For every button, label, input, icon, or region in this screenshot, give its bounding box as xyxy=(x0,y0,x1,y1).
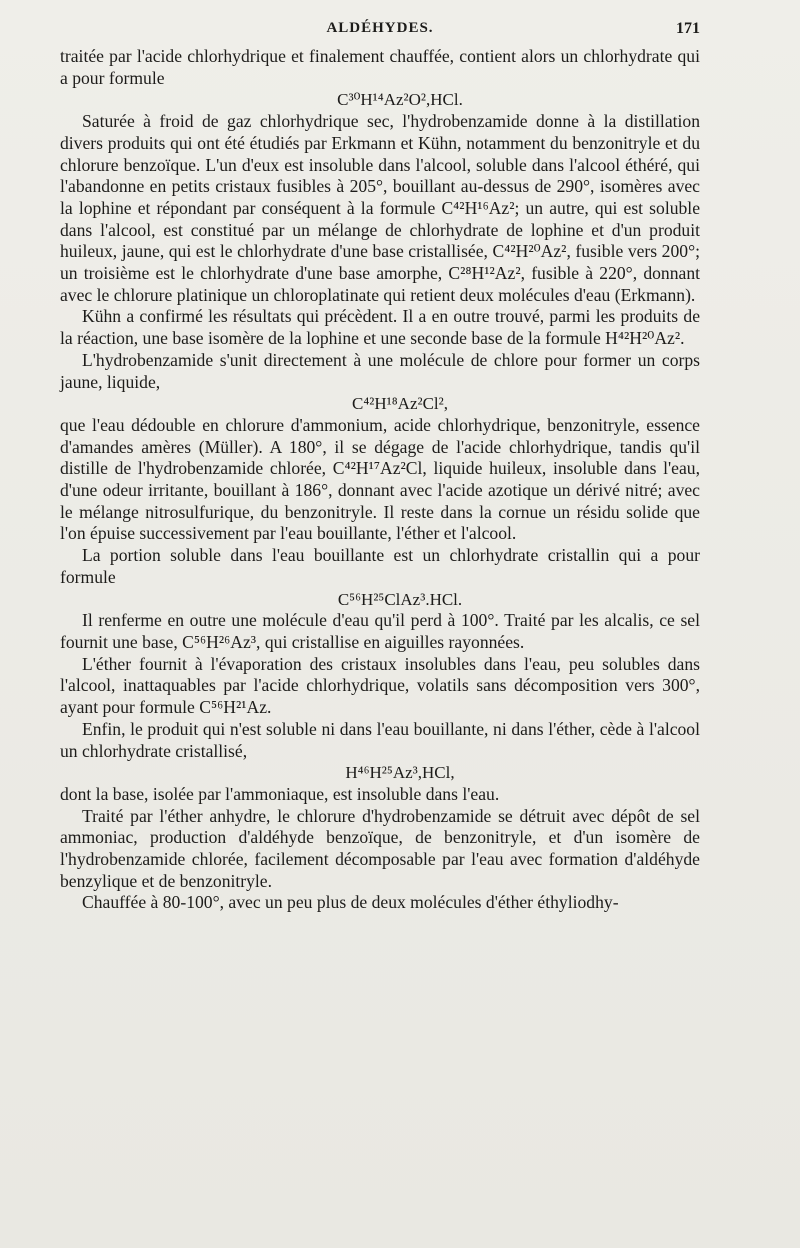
chemical-formula: H⁴⁶H²⁵Az³,HCl, xyxy=(345,763,455,783)
paragraph: La portion soluble dans l'eau bouillante est un chlorhydrate cristallin qui a pour formule xyxy=(60,545,700,587)
page-body xyxy=(60,46,700,914)
paragraph: Il renferme en outre une molécule d'eau qu'il perd à 100°. Traité par les alcalis, ce sel fournit une base, C⁵⁶H²⁶Az³, qui cristallise en aiguilles rayonnées. xyxy=(60,610,700,652)
page-header xyxy=(60,20,700,44)
chemical-formula: C⁵⁶H²⁵ClAz³.HCl. xyxy=(337,589,463,609)
paragraph: L'hydrobenzamide s'unit directement à une molécule de chlore pour former un corps jaune, liquide, xyxy=(60,349,700,392)
paragraph: Kühn a confirmé les résultats qui précèdent. Il a en outre trouvé, parmi les produits de la réaction, une base isomère de la lophine et une seconde base de la formule H⁴²H²⁰Az². xyxy=(60,306,700,349)
paragraph: traitée par l'acide chlorhydrique et finalement chauffée, contient alors un chlorhydrate qui a pour formule xyxy=(60,46,700,88)
paragraph: Enfin, le produit qui n'est soluble ni dans l'eau bouillante, ni dans l'éther, cède à l'alcool un chlorhydrate cristallisé, xyxy=(60,718,700,761)
paragraph: que l'eau dédouble en chlorure d'ammonium, acide chlorhydrique, benzonitryle, essence d'amandes amères (Müller). A 180°, il se dégage de l'acide chlorhydrique, tandis qu'il distille de l'hydrobenzamide chlorée, C⁴²H¹⁷Az²Cl, liquide huileux, insoluble dans l'eau, d'une odeur irritante, bouillant à 186°, donnant avec l'acide azotique un dérivé nitré; avec le mélange nitrosulfurique, du benzonitryle. Il reste dans la cornue un résidu solide que l'on épuise successivement par l'eau bouillante, l'éther et l'alcool. xyxy=(60,414,700,544)
page-number: 171 xyxy=(676,20,700,37)
paragraph: Chauffée à 80-100°, avec un peu plus de deux molécules d'éther éthyliodhy- xyxy=(82,892,619,913)
paragraph: L'éther fournit à l'évaporation des cristaux insolubles dans l'eau, peu solubles dans l'alcool, inattaquables par l'acide chlorhydrique, volatils sans décomposition vers 300°, ayant pour formule C⁵⁶H²¹Az. xyxy=(60,653,700,718)
chemical-formula: C⁴²H¹⁸Az²Cl², xyxy=(352,394,448,414)
paragraph: Traité par l'éther anhydre, le chlorure d'hydrobenzamide se détruit avec dépôt de sel ammoniac, production d'aldéhyde benzoïque, de benzonitryle, et d'un isomère de l'hydrobenzamide chlorée, facilement décomposable par l'eau avec formation d'aldéhyde benzylique et de benzonitryle. xyxy=(60,805,700,891)
chemical-formula: C³⁰H¹⁴Az²O²,HCl. xyxy=(337,90,463,110)
running-title: ALDÉHYDES. xyxy=(326,20,434,36)
paragraph: Saturée à froid de gaz chlorhydrique sec, l'hydrobenzamide donne à la distillation divers produits qui ont été étudiés par Erkmann et Kühn, notamment du benzonitryle et du chlorure benzoïque. L'un d'eux est insoluble dans l'alcool, soluble dans l'alcool éthéré, qui l'abandonne en petits cristaux fusibles à 205°, bouillant au-dessus de 290°, isomères avec la lophine et répondant par conséquent à la formule C⁴²H¹⁶Az²; un autre, qui est soluble dans l'alcool, est constitué par un mélange de chlorhydrate de lophine et d'un produit huileux, jaune, qui est le chlorhydrate d'une base cristallisée, C⁴²H²⁰Az², fusible vers 200°; un troisième est le chlorhydrate d'une base amorphe, C²⁸H¹²Az², fusible à 220°, donnant avec le chlorure platinique un chloroplatinate qui retient deux molécules d'eau (Erkmann). xyxy=(60,111,700,305)
paragraph: dont la base, isolée par l'ammoniaque, est insoluble dans l'eau. xyxy=(60,783,500,804)
